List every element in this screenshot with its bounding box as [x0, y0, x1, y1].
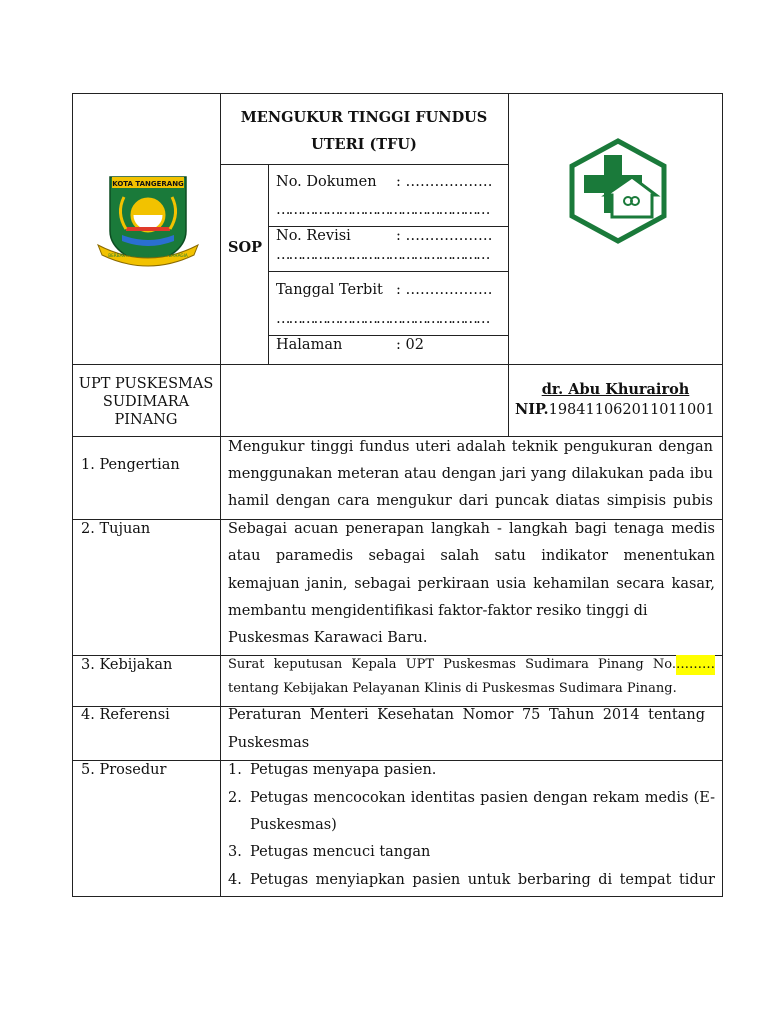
signer-name: dr. Abu Khurairoh — [541, 381, 690, 398]
table-border-top — [72, 93, 723, 94]
sop-table — [72, 93, 723, 897]
logo-motto: BERBAKTI SAYA ADEL KARYA BAHAGIA — [108, 253, 188, 258]
kota-tangerang-logo — [96, 173, 200, 271]
tujuan-line: kemajuan janin, sebagai perkiraan usia kehamilan secara kasar, — [228, 576, 715, 592]
tujuan-line: Sebagai acuan penerapan langkah - langkah bagi tenaga medis — [228, 521, 715, 537]
nip-label: NIP. — [515, 401, 549, 418]
tanggal-terbit-value: : ……………… — [396, 282, 493, 298]
table-border-right — [722, 93, 723, 897]
table-border-left — [72, 93, 73, 897]
section-label-tujuan: 2. Tujuan — [81, 521, 151, 537]
prosedur-item-text: Petugas mencocokan identitas pasien dengan rekam medis (E- — [250, 790, 715, 806]
pengertian-line: menggunakan meteran atau dengan jari yang dilakukan pada ibu — [228, 466, 713, 482]
section-label-pengertian: 1. Pengertian — [81, 457, 180, 473]
pengertian-line: Mengukur tinggi fundus uteri adalah teknik pengukuran dengan — [228, 439, 713, 455]
tanggal-terbit-label: Tanggal Terbit — [276, 282, 383, 298]
nip-value: 198411062011011001 — [548, 402, 715, 418]
no-revisi-continuation: …………………………………………… — [276, 247, 489, 263]
signer-nip — [515, 400, 715, 420]
kebijakan-line1-text: Surat keputusan Kepala UPT Puskesmas Sudimara Pinang No. — [228, 657, 676, 672]
halaman-label: Halaman — [276, 337, 343, 353]
prosedur-item-number: 3. — [228, 844, 242, 860]
table-border-bottom — [72, 896, 723, 897]
prosedur-item-text: Petugas mencuci tangan — [250, 844, 431, 860]
tanggal-terbit-continuation: …………………………………………… — [276, 311, 489, 327]
document-title-line2: UTERI (TFU) — [311, 136, 417, 153]
pengertian-line: hamil dengan cara mengukur dari puncak diatas simpisis pubis — [228, 493, 713, 509]
title-bottom-line — [220, 164, 509, 165]
document-title-line1: MENGUKUR TINGGI FUNDUS — [240, 109, 488, 126]
puskesmas-logo — [566, 137, 670, 245]
kebijakan-line2: tentang Kebijakan Pelayanan Klinis di Puskesmas Sudimara Pinang. — [228, 681, 677, 696]
tujuan-line: membantu mengidentifikasi faktor-faktor resiko tinggi di — [228, 603, 648, 619]
no-dokumen-label: No. Dokumen — [276, 174, 377, 190]
referensi-line: Puskesmas — [228, 735, 310, 751]
tujuan-line: atau paramedis sebagai salah satu indikator menentukan — [228, 548, 715, 564]
org-name-line3: PINANG — [114, 412, 178, 428]
column-divider — [220, 93, 221, 897]
prosedur-item-number: 1. — [228, 762, 242, 778]
prosedur-item-continuation: Puskesmas) — [250, 817, 337, 833]
prosedur-item-text: Petugas menyiapkan pasien untuk berbaring di tempat tidur — [250, 872, 715, 888]
section-label-referensi: 4. Referensi — [81, 707, 170, 723]
header-bottom-line — [72, 364, 723, 365]
org-name-line1: UPT PUSKESMAS — [78, 376, 214, 392]
no-revisi-value: : ……………… — [396, 228, 493, 244]
revisi-bottom-line — [268, 271, 509, 272]
halaman-value: : 02 — [396, 337, 424, 353]
referensi-line: Peraturan Menteri Kesehatan Nomor 75 Tahun 2014 tentang — [228, 707, 705, 723]
prosedur-item-number: 2. — [228, 790, 242, 806]
kebijakan-line1 — [228, 655, 715, 675]
tujuan-line: Puskesmas Karawaci Baru. — [228, 630, 428, 646]
no-dokumen-value: : ……………… — [396, 174, 493, 190]
section-label-kebijakan: 3. Kebijakan — [81, 657, 173, 673]
section-label-prosedur: 5. Prosedur — [81, 762, 167, 778]
logo-city-name: KOTA TANGERANG — [112, 180, 184, 188]
no-dokumen-continuation: …………………………………………… — [276, 202, 489, 218]
org-name-line2: SUDIMARA — [102, 394, 190, 410]
sop-label: SOP — [228, 239, 263, 256]
prosedur-item-number: 4. — [228, 872, 242, 888]
kebijakan-number-placeholder: ……… — [676, 655, 715, 675]
no-revisi-label: No. Revisi — [276, 228, 351, 244]
prosedur-item-text: Petugas menyapa pasien. — [250, 762, 437, 778]
